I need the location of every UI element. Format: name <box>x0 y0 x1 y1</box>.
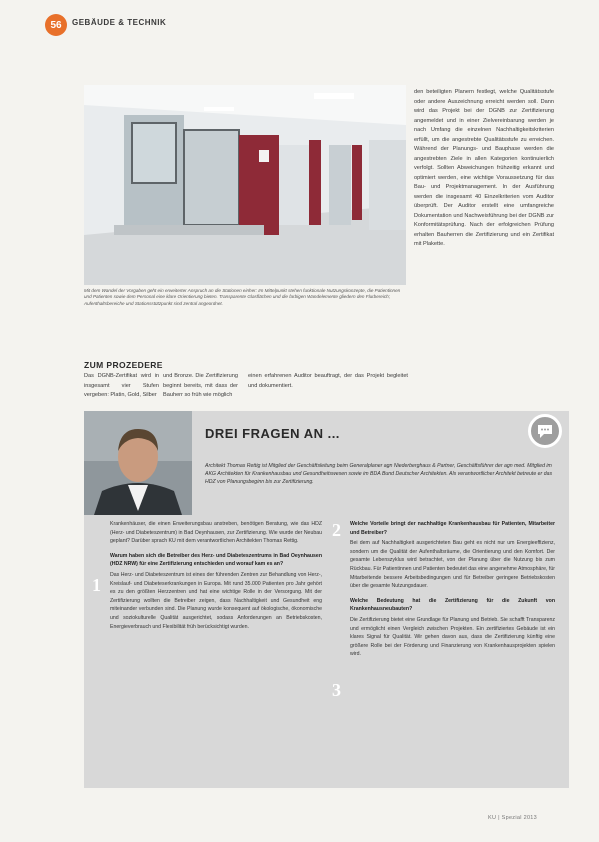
article-column-2: und Bronze. Die Zertifizierung beginnt bereits, mit dass der Bauherr so früh wie möglich <box>163 373 238 398</box>
article-right-column: den beteiligten Planern festlegt, welche Qualitätsstufe oder andere Auszeichnung erreicht werden soll. Dann wird das Projekt bei der DGNB zur Zertifizierung angemeldet und in einer Zielvereinbarung werden je nach Umfang die einzelnen Nachhaltigkeitskriterien erfüllt, um die angestrebte Qualitätsstufe zu erreichen. Während der Planungs- und Bauphase werden die angestrebten Ziele in allen Kategorien kontinuierlich verfolgt. Sollten Abweichungen frühzeitig erkannt und optimiert werden, eine wichtige Voraussetzung für das Bau- und Projektmanagement. In der Ausführung werden die insgesamt 40 Einzelkriterien vom Auditor überprüft. Der Auditor erstellt eine umfangreiche Dokumentation und Nachweisführung bei der DGNB zur Konformitätsprüfung. Nach der erfolgreichen Prüfung erhalten Bauherren die Zertifizierung und ein Zertifikat mit Plakette. <box>414 89 554 247</box>
article-column-3: einen erfahrenen Auditor beauftragt, der das Projekt begleitet und dokumentiert. <box>248 373 408 389</box>
hospital-corridor-photo <box>84 85 406 285</box>
interview-intro: Architekt Thomas Rettig ist Mitglied der Geschäftsleitung beim Generalplaner agn Niederberghaus & Partner, Geschäftsführer der agn med. Mitglied im AKG Architekten für Krankenhausbau und Gesundheitswesen sowie im BDA Bund Deutscher Architekten. Als verantwortlicher Architekt betreute er das HDZ von Planungsbeginn bis zur Zertifizierung. <box>205 463 553 486</box>
question-number-2: 2 <box>332 520 341 540</box>
corridor-illustration <box>84 85 406 285</box>
answer-2: Bei dem auf Nachhaltigkeit ausgerichteten Bau geht es nicht nur um Energieeffizienz, sondern um die Qualität der Aufenthaltsräume, die Orientierung und den Komfort. Der gesamte Lebenszyklus wird betrachtet, von der Planung über die Nutzung bis zum Rückbau. Für Patientinnen und Patienten bedeutet das eine angenehme Atmosphäre, für Mitarbeitende bessere Arbeitsbedingungen und für Betreiber geringere Betriebskosten über die gesamte Nutzungsdauer. <box>350 540 555 590</box>
answer-3: Die Zertifizierung bietet eine Grundlage für Planung und Betrieb. Sie schafft Transparenz und ermöglicht einen Vergleich zwischen Projekten. Ein zertifiziertes Gebäude ist ein klares Signal für Qualität. Wir gehen davon aus, dass die Zertifizierung künftig eine größere Rolle bei der Förderung und Finanzierung von Krankenhausprojekten spielen wird. <box>350 616 555 658</box>
question-2: Welche Vorteile bringt der nachhaltige Krankenhausbau für Patienten, Mitarbeiter und Betreiber? <box>350 521 555 536</box>
interview-left-column <box>110 520 322 788</box>
portrait-illustration <box>84 411 192 515</box>
page-footer: KU | Spezial 2013 <box>488 815 538 821</box>
page-number-badge: 56 <box>45 14 67 36</box>
question-1: Warum haben sich die Betreiber des Herz- und Diabeteszentrums in Bad Oeynhausen (HDZ NRW) für eine Zertifizierung entschieden und worauf kam es an? <box>110 552 322 568</box>
interviewee-portrait <box>84 411 192 515</box>
speech-bubble-icon <box>528 414 562 448</box>
question-number-3: 3 <box>332 680 341 700</box>
section-label: GEBÄUDE & TECHNIK <box>72 18 167 27</box>
interview-right-column <box>350 520 555 788</box>
photo-caption: Mit dem Wandel der Vorgaben geht ein erweiterter Anspruch an die Stationen einher: Im Mittelpunkt stehen funktionale Nutzungskonzepte, die Patientinnen und Patienten sowie dem Personal eine klare Orientierung bieten. Transparente Glasflächen und die farbigen Wandelemente gliedern den Flurbereich; Aufenthaltsbereiche und Stationsstützpunkt sind zentral angeordnet. <box>84 288 401 306</box>
interview-left-intro: Krankenhäuser, die einen Erweiterungsbau anstreben, benötigen Beratung, wie das HDZ (Herz- und Diabeteszentrum) in Bad Oeynhausen, zur Zertifizierung. Wie wurde der Neubau geplant? Darüber sprach KU mit dem verantwortlichen Architekten Thomas Rettig. <box>110 521 322 545</box>
article-column-1: Das DGNB-Zertifikat wird in insgesamt vier Stufen vergeben: Platin, Gold, Silber <box>84 373 159 398</box>
interview-title: DREI FRAGEN AN ... <box>205 426 340 441</box>
question-number-1: 1 <box>92 575 101 595</box>
article-heading: ZUM PROZEDERE <box>84 360 163 370</box>
answer-1: Das Herz- und Diabeteszentrum ist eines der führenden Zentren zur Behandlung von Herz-, Kreislauf- und Diabeteserkrankungen in Europa. Mit rund 35.000 Patienten pro Jahr gehört es zu den größten Herzzentren und hat eine wichtige Rolle in der Versorgung. Mit der Zertifizierung wollten die Betreiber zeigen, dass Nachhaltigkeit und Gesundheit eng miteinander verbunden sind. Die Planung wurde konsequent auf ökologische, ökonomische und soziokulturelle Qualität ausgerichtet, sodass Anforderungen an Betriebskosten, Energieverbrauch und Flexibilität früh berücksichtigt wurden. <box>110 571 322 630</box>
question-3: Welche Bedeutung hat die Zertifizierung für die Zukunft von Krankenhausneubauten? <box>350 597 555 613</box>
